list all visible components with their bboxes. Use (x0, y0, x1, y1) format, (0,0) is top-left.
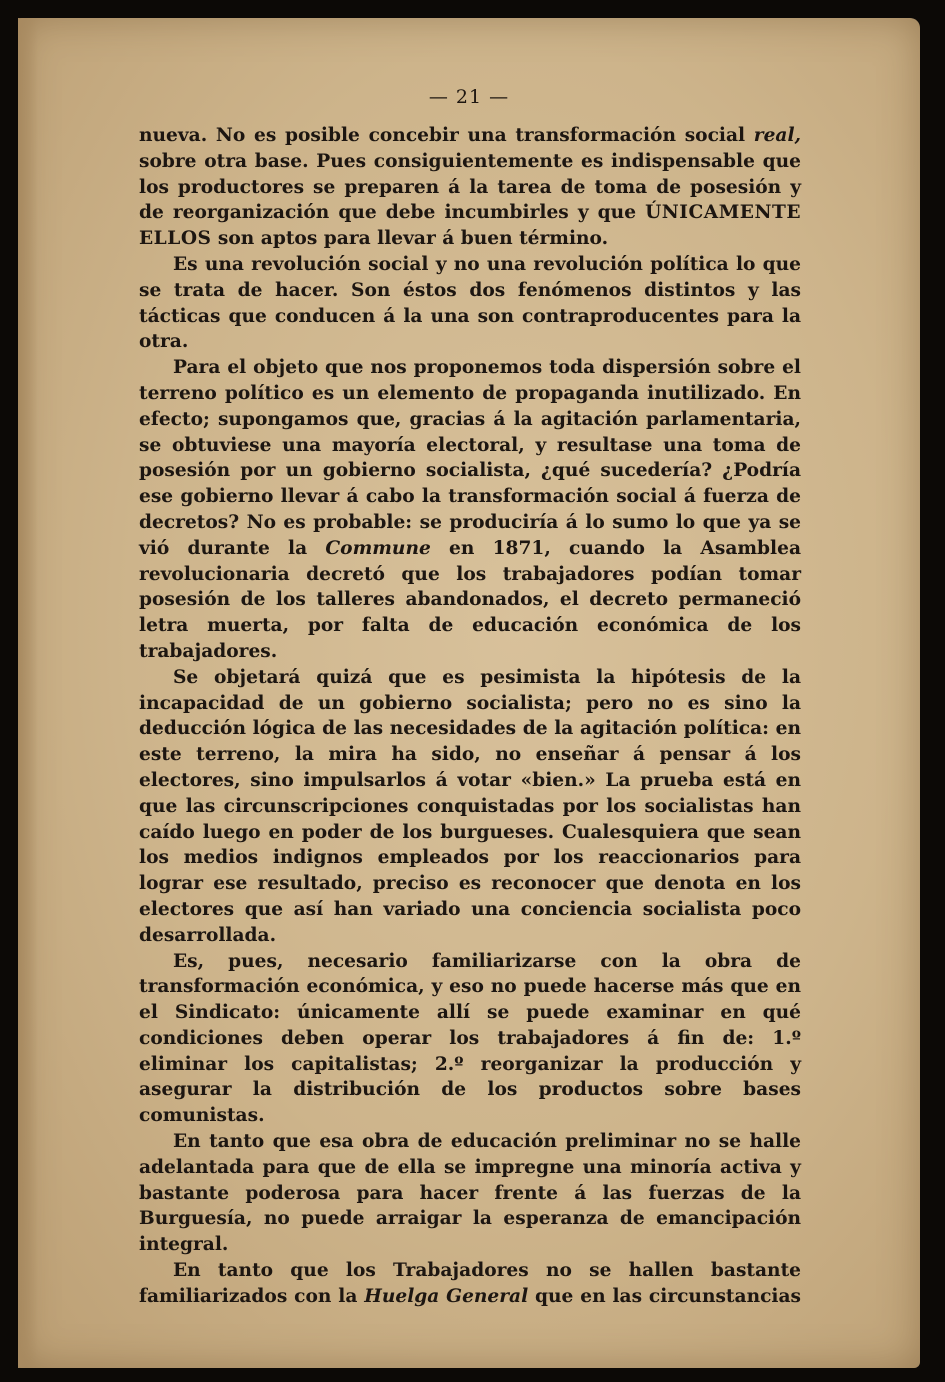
page-number: — 21 — (428, 86, 510, 108)
italic-text: Huelga General (364, 1285, 529, 1307)
capitalized-text: ÚNICAMENTE ELLOS (139, 202, 801, 250)
italic-text: real, (753, 125, 801, 146)
page-binding-shadow (18, 18, 38, 1368)
paragraph: En tanto que esa obra de educación preliminar no se halle adelantada para que de ella se impregne una minoría activa y bastante poderosa para hacer frente á las fuerzas de la Burguesía, no puede arraigar la esperanza de emancipación integral. (139, 1131, 801, 1256)
book-page (18, 18, 920, 1368)
paragraph: En tanto que los Trabajadores no se hallen bastante familiarizados con la Huelga General que en las circunstancias (139, 1260, 801, 1307)
paragraph: Es una revolución social y no una revolución política lo que se trata de hacer. Son éstos dos fenómenos distintos y las tácticas que conducen á la una son contraproducentes para la otra. (139, 253, 801, 353)
body-text (139, 123, 801, 1310)
paragraph: Se objetará quizá que es pesimista la hipótesis de la incapacidad de un gobierno socialista; pero no es sino la deducción lógica de las necesidades de la agitación política: en este terreno, la mira ha sido, no enseñar á pensar á los electores, sino impulsarlos á votar «bien.» La prueba está en que las circunscripciones conquistadas por los socialistas han caído luego en poder de los burgueses. Cualesquiera que sean los medios indignos empleados por los reaccionarios para lograr ese resultado, preciso es reconocer que denota en los electores que así han variado una conciencia socialista poco desarrollada. (139, 666, 801, 946)
paragraph: Para el objeto que nos proponemos toda dispersión sobre el terreno político es un elemento de propaganda inutilizado. En efecto; supongamos que, gracias á la agitación parlamentaria, se obtuviese una mayoría electoral, y resultase una toma de posesión por un gobierno socialista, ¿qué sucedería? ¿Podría ese gobierno llevar á cabo la transformación social á fuerza de decretos? No es probable: se produciría á lo sumo lo que ya se vió durante la Commune en 1871, cuando la Asamblea revolucionaria decretó que los trabajadores podían tomar posesión de los talleres abandonados, el decreto permaneció letra muerta, por falta de educación económica de los trabajadores. (139, 357, 801, 662)
italic-text: Commune (325, 537, 431, 559)
paragraph: Es, pues, necesario familiarizarse con la obra de transformación económica, y eso no puede hacerse más que en el Sindicato: únicamente allí se puede examinar en qué condiciones deben operar los trabajadores á fin de: 1.º eliminar los capitalistas; 2.º reorganizar la producción y asegurar la distribución de los productos sobre bases comunistas. (139, 950, 801, 1127)
paragraph: nueva. No es posible concebir una transformación social real, sobre otra base. Pues consiguientemente es indispensable que los productores se preparen á la tarea de toma de posesión y de reorganización que debe incumbirles y que ÚNICAMENTE ELLOS son aptos para llevar á buen término. (139, 125, 801, 250)
